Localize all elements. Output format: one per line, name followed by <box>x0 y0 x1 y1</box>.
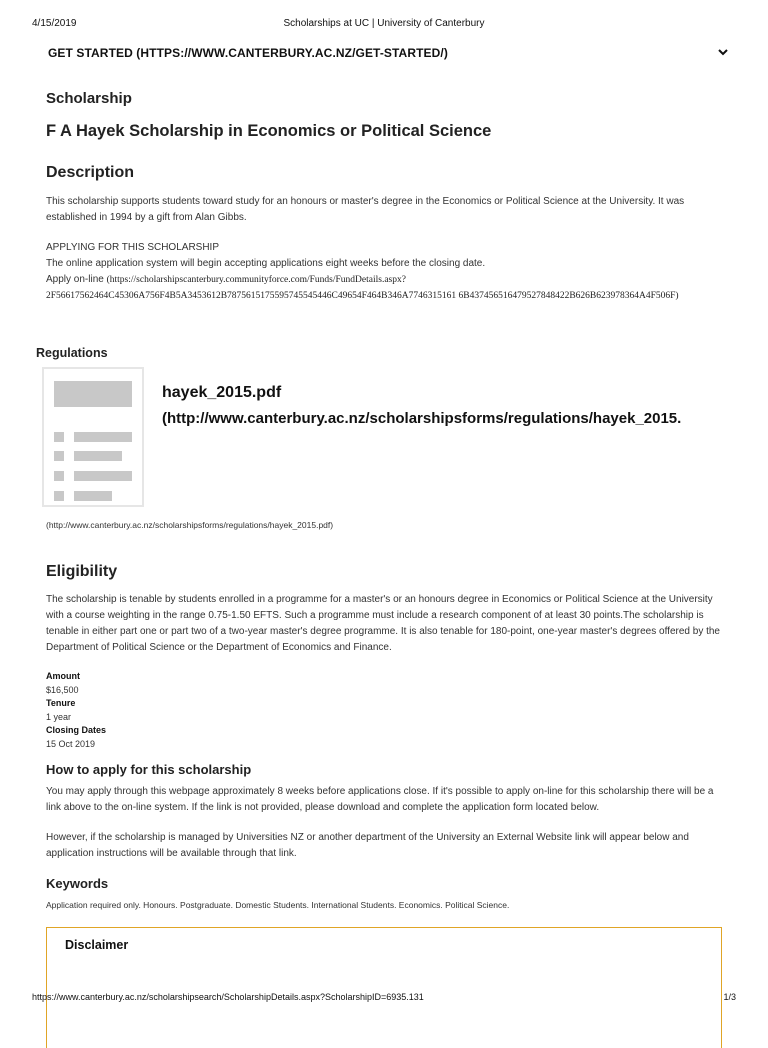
print-date: 4/15/2019 <box>32 18 77 29</box>
how-to-apply-heading: How to apply for this scholarship <box>46 762 252 777</box>
apply-online-link-cont[interactable]: 2F56617562464C45306A756F4B5A3453612B7875615175595745545446C49654F464B346A7746315161 6B437456516479527848422B626B623978364A4F506F) <box>46 291 679 301</box>
chevron-down-icon[interactable] <box>718 43 728 59</box>
thumb-line <box>74 451 122 461</box>
how-to-apply-text-1: You may apply through this webpage approximately 8 weeks before applications close. If it's possible to apply on-line for this scholarship there will be a link above to the on-line system. If the link is not provided, please download and complete the application form located below. <box>46 786 714 813</box>
applying-text: The online application system will begin accepting applications eight weeks before the closing date. <box>46 258 486 269</box>
disclaimer-heading: Disclaimer <box>65 938 129 952</box>
applying-heading: APPLYING FOR THIS SCHOLARSHIP <box>46 242 220 253</box>
keywords-text: Application required only. Honours. Postgraduate. Domestic Students. International Students. Economics. Political Science. <box>46 900 510 910</box>
eligibility-text: The scholarship is tenable by students enrolled in a programme for a master's or an honours degree in Economics or Political Science at the University with a course weighting in the range 0.75-1.50 EFTS. Such a programme must include a research component of at least 30 points.The scholarship is tenable in either part one or part two of a two-year master's degree programme. It is also tenable for 180-point, one-year master's degrees offered by the Department of Political Science or the Department of Economics and Finance. <box>46 594 720 653</box>
navbar <box>48 44 728 62</box>
pdf-url-caption[interactable]: (http://www.canterbury.ac.nz/scholarshipsforms/regulations/hayek_2015.pdf) <box>46 520 334 530</box>
keywords-heading: Keywords <box>46 876 109 891</box>
tenure-value: 1 year <box>46 711 72 722</box>
description-heading: Description <box>46 164 135 181</box>
disclaimer-box <box>46 927 722 1048</box>
pdf-url-link[interactable]: (http://www.canterbury.ac.nz/scholarshipsforms/regulations/hayek_2015. <box>162 410 682 427</box>
get-started-link[interactable]: GET STARTED (HTTPS://WWW.CANTERBURY.AC.NZ/GET-STARTED/) <box>48 46 448 60</box>
scholarship-facts <box>46 670 106 751</box>
thumb-line <box>74 432 132 442</box>
apply-online-row <box>46 272 746 288</box>
thumb-bullet <box>54 432 64 442</box>
pdf-filename-link[interactable]: hayek_2015.pdf <box>162 384 282 401</box>
description-text: This scholarship supports students toward study for an honours or master's degree in the Economics or Political Science at the University. It was established in 1994 by a gift from Alan Gibbs. <box>46 196 685 223</box>
pdf-thumbnail[interactable] <box>42 367 144 507</box>
tenure-label: Tenure <box>46 698 76 708</box>
thumb-line <box>74 491 112 501</box>
thumb-line <box>74 471 132 481</box>
thumb-header-bar <box>54 381 132 407</box>
print-footer-url: https://www.canterbury.ac.nz/scholarshipsearch/ScholarshipDetails.aspx?ScholarshipID=6935.131 <box>32 992 424 1002</box>
page-title: F A Hayek Scholarship in Economics or Political Science <box>46 122 492 140</box>
print-header <box>32 18 736 32</box>
thumb-bullet <box>54 471 64 481</box>
eligibility-heading: Eligibility <box>46 563 118 580</box>
thumb-bullet <box>54 491 64 501</box>
print-footer <box>32 992 736 1004</box>
print-title: Scholarships at UC | University of Canterbury <box>283 18 485 29</box>
thumb-bullet <box>54 451 64 461</box>
apply-online-label: Apply on-line <box>46 274 104 285</box>
apply-online-link[interactable]: (https://scholarshipscanterbury.communityforce.com/Funds/FundDetails.aspx? <box>106 275 406 285</box>
closing-dates-label: Closing Dates <box>46 725 107 735</box>
section-label: Scholarship <box>46 90 132 107</box>
closing-dates-value: 15 Oct 2019 <box>46 738 96 749</box>
applying-block <box>46 240 746 304</box>
page-number: 1/3 <box>723 992 736 1002</box>
regulations-heading: Regulations <box>36 346 108 360</box>
amount-value: $16,500 <box>46 684 79 695</box>
amount-label: Amount <box>46 671 80 681</box>
how-to-apply-text-2: However, if the scholarship is managed by Universities NZ or another department of the University an External Website link will appear below and application instructions will be available through that link. <box>46 832 689 859</box>
